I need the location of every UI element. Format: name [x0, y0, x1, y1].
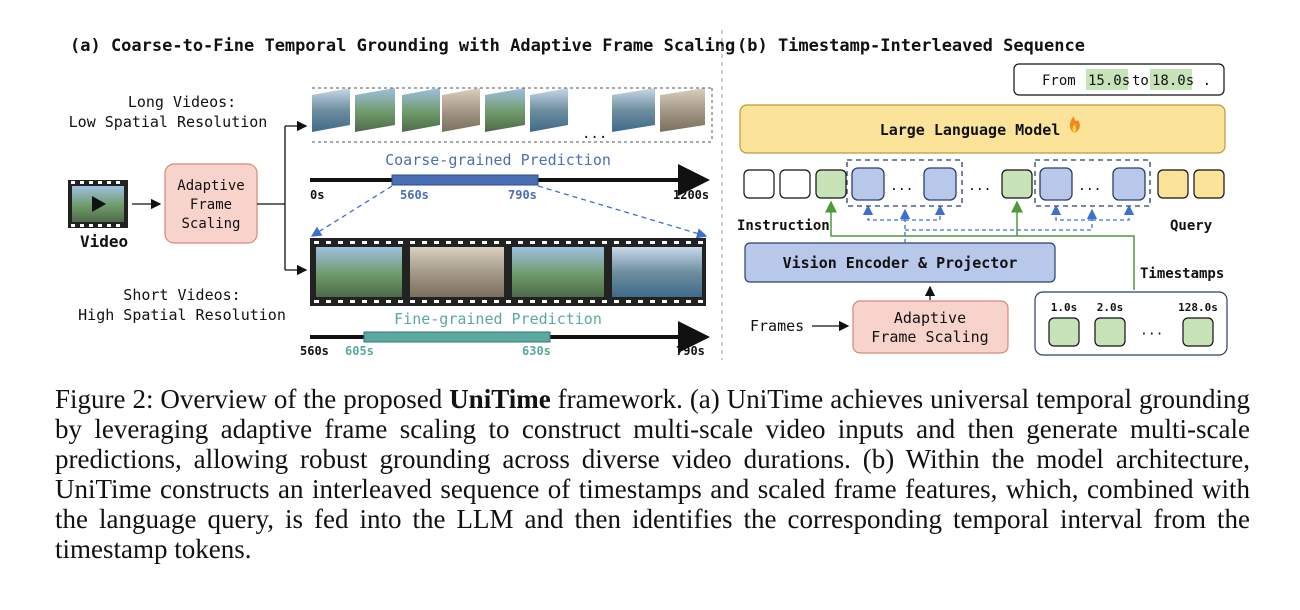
encoder-to-frames-arrows	[868, 206, 1129, 243]
vision-encoder-label: Vision Encoder & Projector	[782, 254, 1018, 272]
long-videos-sub: Low Spatial Resolution	[68, 113, 268, 131]
output-t2: 18.0s	[1152, 73, 1195, 89]
coarse-span	[392, 175, 538, 185]
instruction-label: Instruction	[737, 218, 830, 234]
fine-axis-start: 560s	[300, 344, 329, 358]
film-strip	[310, 238, 706, 306]
fine-span-start: 605s	[345, 344, 374, 358]
output-suffix: .	[1202, 73, 1212, 89]
afs-a-line1: Adaptive	[177, 178, 245, 194]
token-row	[744, 160, 1224, 206]
output-t1: 15.0s	[1088, 73, 1131, 89]
fine-axis-end: 790s	[676, 344, 705, 358]
afs-a-line3: Scaling	[181, 216, 241, 232]
video-icon	[68, 180, 128, 228]
frame-token	[1113, 168, 1145, 200]
coarse-axis-start: 0s	[310, 188, 325, 202]
frame-group-dots: ...	[890, 179, 914, 194]
video-label: Video	[80, 232, 129, 251]
afs-b-line1: Adaptive	[893, 309, 967, 327]
timestamp-token	[1002, 170, 1032, 198]
short-videos-label: Short Videos:	[123, 286, 241, 304]
output-prefix: From	[1042, 73, 1076, 89]
afs-b-line2: Frame Scaling	[871, 328, 989, 346]
coarse-prediction-label: Coarse-grained Prediction	[385, 151, 611, 169]
coarse-axis-end: 1200s	[673, 188, 710, 202]
instruction-token	[780, 170, 810, 198]
caption-prefix: Figure 2: Overview of the proposed	[55, 384, 450, 414]
timestamp-token	[1095, 318, 1125, 346]
fine-span-end: 630s	[522, 344, 551, 358]
query-label: Query	[1170, 218, 1213, 234]
caption-bold: UniTime	[449, 384, 551, 414]
query-token	[1194, 170, 1224, 198]
timestamp-token	[816, 170, 846, 198]
panel-a-title: (a) Coarse-to-Fine Temporal Grounding with Adaptive Frame Scaling	[70, 36, 736, 56]
llm-label: Large Language Model	[879, 121, 1061, 139]
fine-span	[364, 332, 550, 342]
frames-label: Frames	[750, 317, 805, 335]
long-ellipsis: ...	[582, 126, 608, 142]
timestamp-token	[1183, 318, 1213, 346]
frame-token	[852, 168, 884, 200]
frame-token	[924, 168, 956, 200]
long-videos-label: Long Videos:	[127, 93, 237, 111]
frame-token	[1040, 168, 1072, 200]
timestamps-label: Timestamps	[1140, 266, 1225, 282]
caption-rest: framework. (a) UniTime achieves universal temporal grounding by leveraging adaptive frame scaling to construct multi-scale video inputs and then generate multi-scale predictions, allowing robust grounding across diverse video durations. (b) Within the model architecture, UniTime constructs an interleaved sequence of timestamps and scaled frame features, which, combined with the language query, is fed into the LLM and then identifies the corresponding temporal interval from the timestamp tokens.	[55, 384, 1250, 564]
query-token	[1158, 170, 1188, 198]
long-video-frames	[312, 88, 712, 142]
ts-dots: ···	[1140, 327, 1164, 342]
coarse-span-end: 790s	[508, 188, 537, 202]
short-videos-sub: High Spatial Resolution	[78, 306, 286, 324]
timestamp-token	[1049, 318, 1079, 346]
fine-prediction-label: Fine-grained Prediction	[394, 310, 602, 328]
ts-value-2: 2.0s	[1096, 301, 1124, 314]
ts-value-3: 128.0s	[1178, 301, 1218, 314]
instruction-token	[744, 170, 774, 198]
frame-group-dots: ...	[1078, 179, 1102, 194]
figure-caption	[55, 384, 1250, 564]
output-text	[1042, 73, 1211, 89]
output-mid: to	[1132, 73, 1149, 89]
afs-branch-lines	[257, 126, 285, 204]
seq-dots: ...	[968, 179, 992, 194]
panel-b-title: (b) Timestamp-Interleaved Sequence	[737, 36, 1085, 56]
ts-value-1: 1.0s	[1050, 301, 1078, 314]
coarse-span-start: 560s	[400, 188, 429, 202]
afs-a-line2: Frame	[189, 197, 233, 213]
